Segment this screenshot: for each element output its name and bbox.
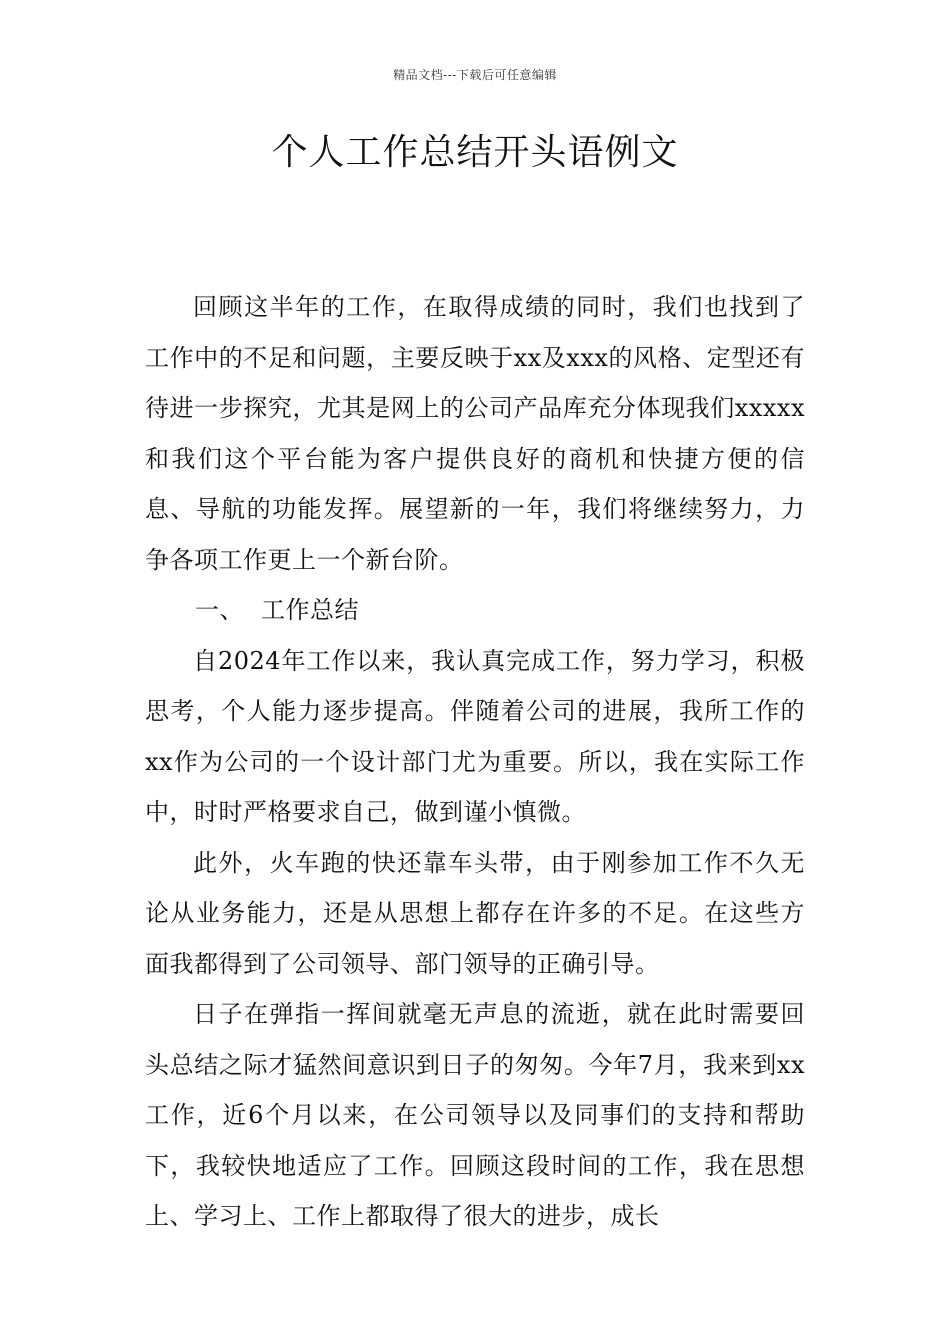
section-heading	[145, 585, 805, 636]
section-title: 工作总结	[261, 596, 359, 624]
document-title: 个人工作总结开头语例文	[271, 132, 679, 173]
intro-paragraph: 回顾这半年的工作，在取得成绩的同时，我们也找到了工作中的不足和问题，主要反映于xx及xxx的风格、定型还有待进一步探究，尤其是网上的公司产品库充分体现我们xxxxx和我们这个平台能为客户提供良好的商机和快捷方便的信息、导航的功能发挥。展望新的一年，我们将继续努力，力争各项工作更上一个新台阶。	[145, 293, 805, 574]
body-paragraph: 日子在弹指一挥间就毫无声息的流逝，就在此时需要回头总结之际才猛然间意识到日子的匆匆。今年7月，我来到xx工作，近6个月以来，在公司领导以及同事们的支持和帮助下，我较快地适应了工作。回顾这段时间的工作，我在思想上、学习上、工作上都取得了很大的进步，成长	[145, 1000, 805, 1230]
document-body	[145, 282, 805, 1242]
header-note: 精品文档---下载后可任意编辑	[393, 68, 557, 82]
section-number: 一、	[195, 596, 244, 624]
body-paragraph: 此外，火车跑的快还靠车头带，由于刚参加工作不久无论从业务能力，还是从思想上都存在许多的不足。在这些方面我都得到了公司领导、部门领导的正确引导。	[145, 848, 805, 978]
body-paragraph: 自2024年工作以来，我认真完成工作，努力学习，积极思考，个人能力逐步提高。伴随着公司的进展，我所工作的xx作为公司的一个设计部门尤为重要。所以，我在实际工作中，时时严格要求自己，做到谨小慎微。	[145, 646, 805, 826]
